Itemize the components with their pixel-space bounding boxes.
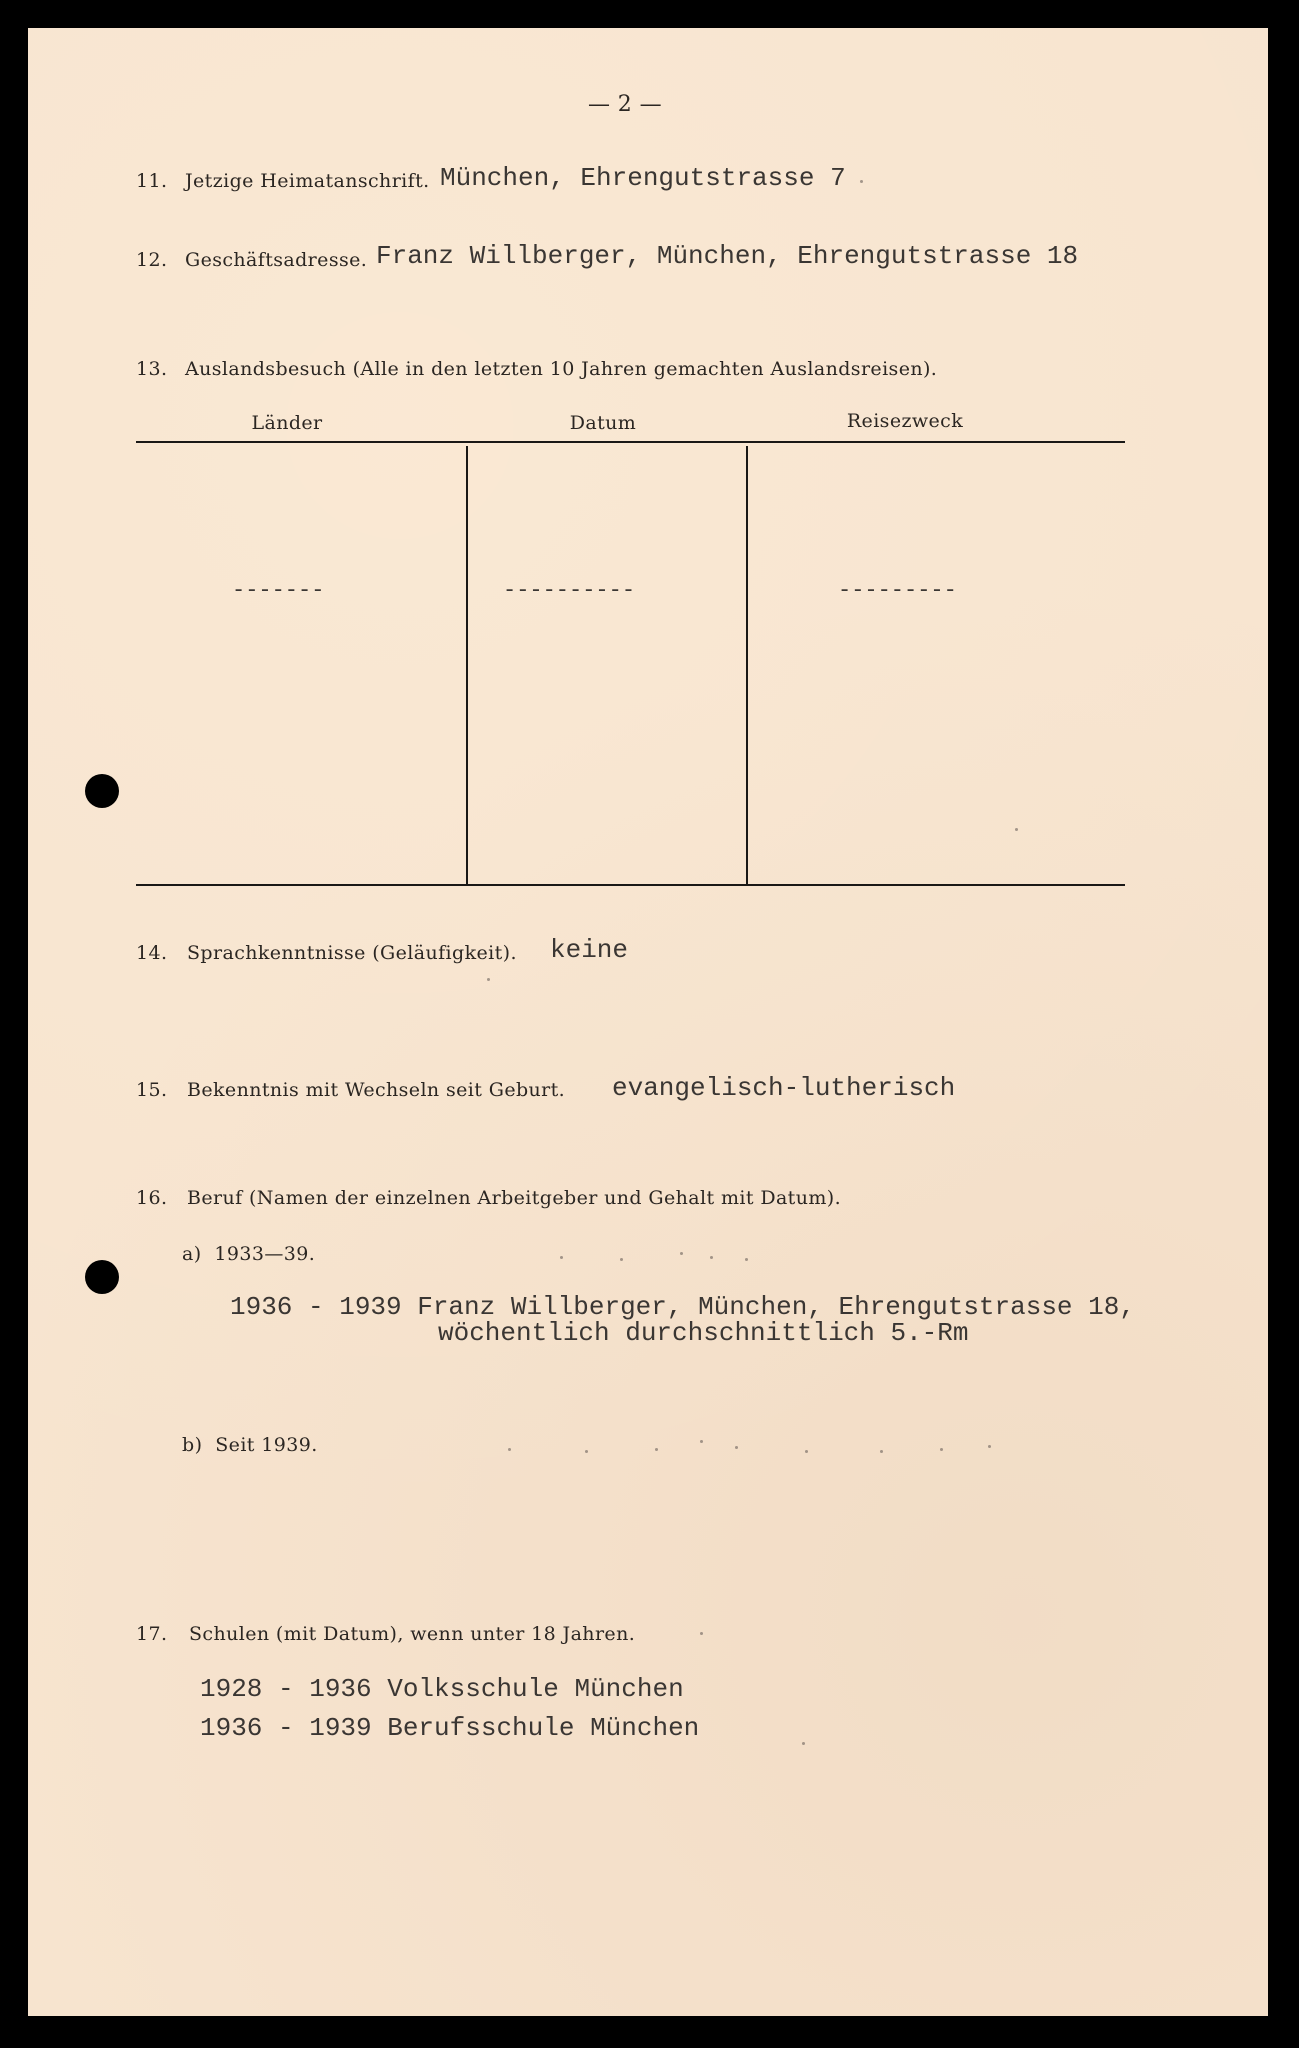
column-header-reisezweck: Reisezweck	[846, 410, 964, 432]
paper-speck	[735, 1446, 738, 1449]
q15-answer: evangelisch-lutherisch	[612, 1073, 956, 1103]
q16-b-label: b) Seit 1939.	[182, 1434, 318, 1456]
column-header-laender: Länder	[251, 412, 323, 434]
q14-label: Sprachkenntnisse (Geläufigkeit).	[187, 942, 517, 964]
q12-answer: Franz Willberger, München, Ehrengutstrasse 18	[376, 241, 1079, 271]
table-column-divider-1	[466, 446, 468, 884]
paper-speck	[487, 978, 490, 981]
paper-speck	[700, 1632, 703, 1635]
table-column-divider-2	[746, 446, 748, 884]
q15-label: Bekenntnis mit Wechseln seit Geburt.	[187, 1079, 566, 1101]
q11-label: Jetzige Heimatanschrift.	[185, 170, 430, 192]
paper-speck	[940, 1448, 943, 1451]
paper-speck	[680, 1252, 683, 1255]
paper-speck	[1015, 828, 1018, 831]
q16-a-label: a) 1933—39.	[182, 1243, 316, 1265]
paper-speck	[745, 1258, 748, 1261]
q12-label: Geschäftsadresse.	[185, 249, 368, 271]
q15-number: 15.	[136, 1079, 168, 1101]
table-entry-reisezweck: ---------	[838, 578, 957, 603]
q16-a-entry-line1: 1936 - 1939 Franz Willberger, München, Ehrengutstrasse 18,	[230, 1292, 1135, 1322]
table-bottom-rule	[136, 884, 1125, 886]
q11-answer: München, Ehrengutstrasse 7	[440, 163, 846, 193]
paper-speck	[655, 1448, 658, 1451]
q14-number: 14.	[136, 942, 168, 964]
column-header-datum: Datum	[569, 412, 637, 434]
paper-speck	[988, 1445, 991, 1448]
paper-speck	[508, 1448, 511, 1451]
q17-label: Schulen (mit Datum), wenn unter 18 Jahren.	[189, 1623, 636, 1645]
q12-number: 12.	[136, 249, 168, 271]
paper-speck	[710, 1256, 713, 1259]
q14-answer: keine	[550, 935, 629, 965]
table-entry-laender: -------	[232, 578, 325, 603]
q13-number: 13.	[136, 358, 168, 380]
paper-speck	[620, 1258, 623, 1261]
punch-hole-lower	[85, 1260, 119, 1294]
paper-speck	[585, 1450, 588, 1453]
page-number: — 2 —	[588, 92, 662, 117]
q17-school-2: 1936 - 1939 Berufsschule München	[200, 1713, 700, 1743]
punch-hole-upper	[85, 774, 119, 808]
table-top-rule	[136, 441, 1125, 443]
q16-label: Beruf (Namen der einzelnen Arbeitgeber und Gehalt mit Datum).	[187, 1187, 842, 1209]
paper-speck	[880, 1450, 883, 1453]
paper-speck	[805, 1450, 808, 1453]
q17-number: 17.	[136, 1623, 168, 1645]
paper-speck	[700, 1440, 703, 1443]
q17-school-1: 1928 - 1936 Volksschule München	[200, 1674, 684, 1704]
q13-label: Auslandsbesuch (Alle in den letzten 10 Jahren gemachten Auslandsreisen).	[185, 358, 938, 380]
q16-a-entry-line2: wöchentlich durchschnittlich 5.-Rm	[438, 1318, 969, 1348]
paper-speck	[802, 1742, 805, 1745]
q16-number: 16.	[136, 1187, 168, 1209]
paper-speck	[560, 1256, 563, 1259]
table-entry-datum: ----------	[503, 578, 636, 603]
paper-speck	[860, 180, 863, 183]
q11-number: 11.	[136, 170, 168, 192]
